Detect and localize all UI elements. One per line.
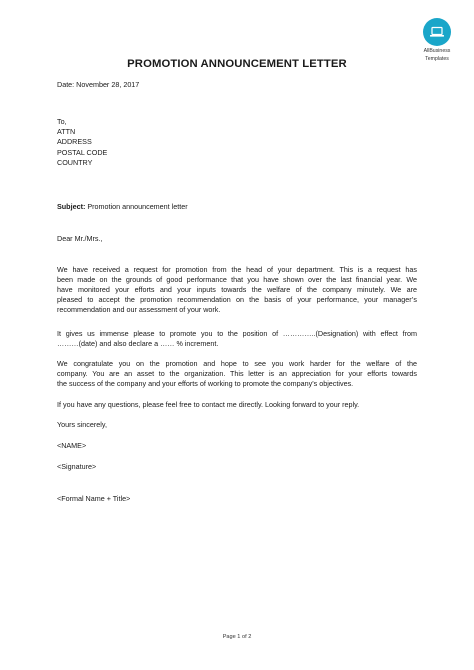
paragraph-line: the success of the company and your efforts of working to promote the company’s objectives. <box>57 379 354 388</box>
paragraph-4 <box>57 400 417 410</box>
laptop-icon <box>423 18 451 46</box>
paragraph-line: If you have any questions, please feel free to contact me directly. Looking forward to your reply. <box>57 400 360 409</box>
logo-line-2: Templates <box>425 56 449 62</box>
paragraph-line: We have received a request for promotion from the head of your department. This is a request has <box>57 265 417 274</box>
subject-label: Subject: <box>57 202 86 211</box>
address-attn: ATTN <box>57 127 76 136</box>
address-to: To, <box>57 117 67 126</box>
paragraph-line: It gives us immense please to promote you to the position of …………..(Designation) with effect from <box>57 329 417 338</box>
logo-line-1: AllBusiness <box>423 48 451 54</box>
page-number: Page 1 of 2 <box>222 634 252 640</box>
paragraph-line: We congratulate you on the promotion and hope to see you work harder for the welfare of the <box>57 359 417 368</box>
paragraph-line: pleased to accept the promotion recommendation on the basis of your performance, your manager’s <box>57 295 417 304</box>
paragraph-1 <box>57 265 417 315</box>
salutation: Dear Mr./Mrs., <box>57 234 103 243</box>
letter-date: Date: November 28, 2017 <box>57 80 140 89</box>
paragraph-2 <box>57 329 417 349</box>
formal-name-title: <Formal Name + Title> <box>57 494 131 503</box>
paragraph-line: have monitored your efforts and your inputs towards the welfare of the company minutely. We are <box>57 285 417 294</box>
paragraph-line: company. You are an asset to the organization. This letter is an appreciation for your efforts towards <box>57 369 417 378</box>
subject-text: Promotion announcement letter <box>85 202 188 211</box>
letter-title: PROMOTION ANNOUNCEMENT LETTER <box>127 58 347 70</box>
address-country: COUNTRY <box>57 158 93 167</box>
signature: <Signature> <box>57 462 97 471</box>
paragraph-line: been made on the grounds of good performance that you have shown over the last financial year. We <box>57 275 417 284</box>
paragraph-line: ………(date) and also declare a …… % increment. <box>57 339 219 348</box>
closing: Yours sincerely, <box>57 420 107 429</box>
subject-line <box>57 202 188 212</box>
address-line: ADDRESS <box>57 137 92 146</box>
sender-name: <NAME> <box>57 441 87 450</box>
brand-logo <box>412 18 462 62</box>
address-postal-code: POSTAL CODE <box>57 148 108 157</box>
paragraph-3 <box>57 359 417 389</box>
paragraph-line: recommendation and our assessment of your work. <box>57 305 221 314</box>
